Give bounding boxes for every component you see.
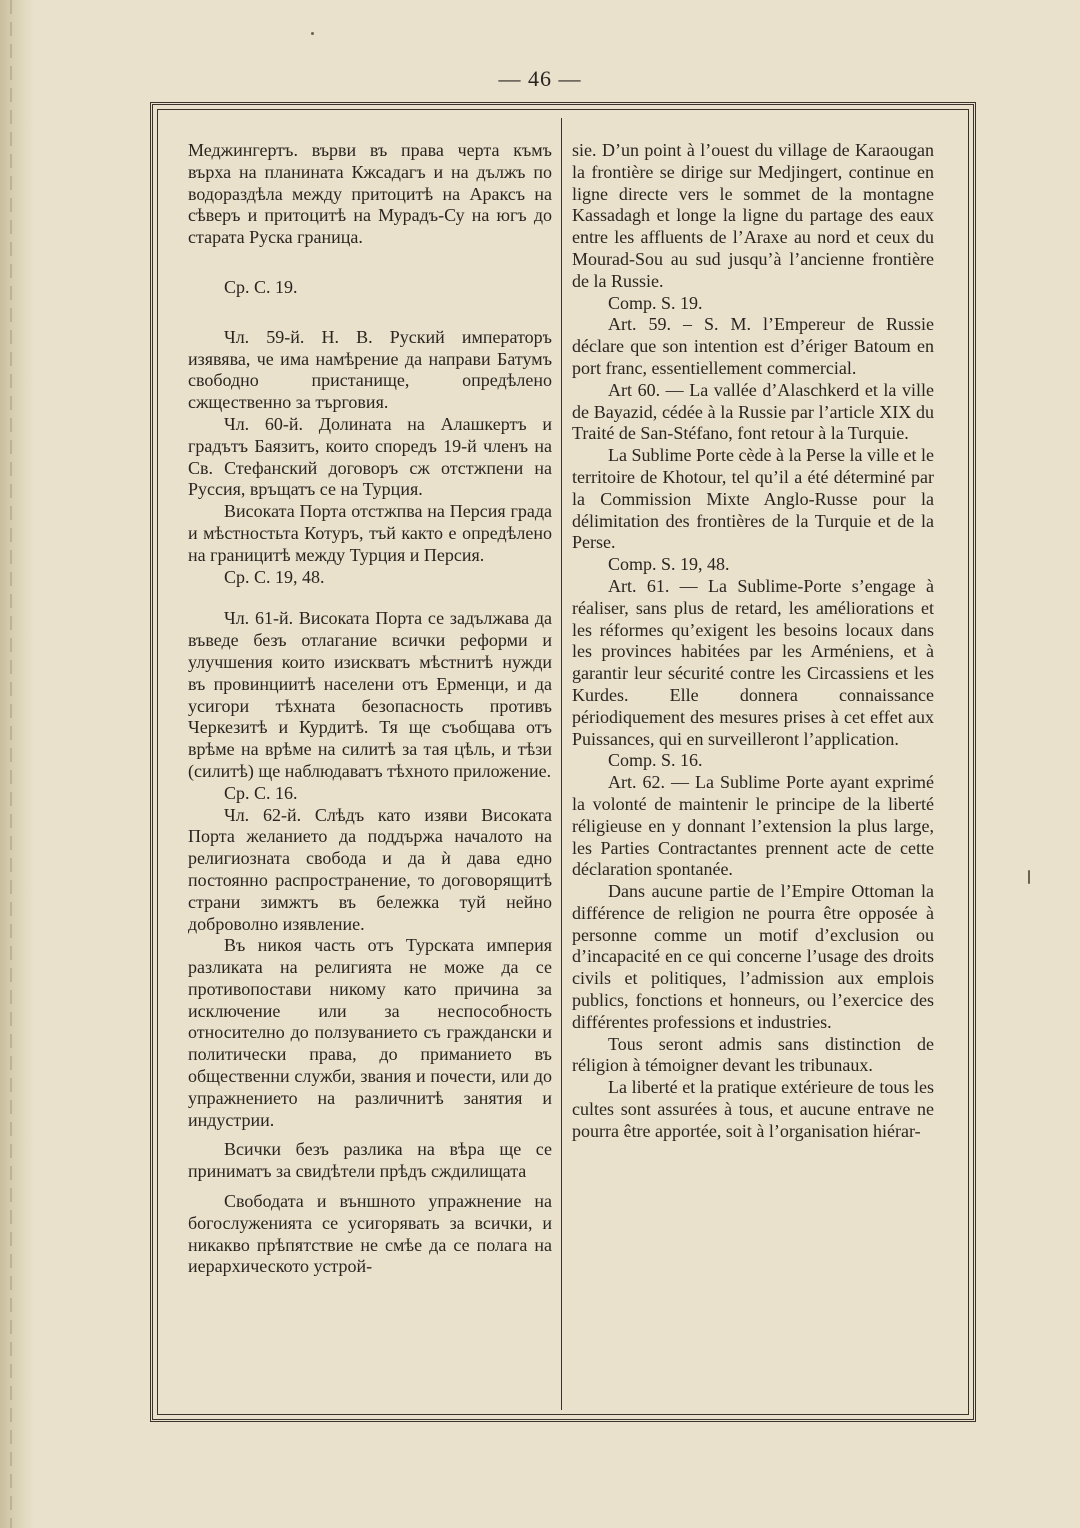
bg-article-60: Чл. 60-й. Долината на Алашкертъ и градътъ Баязитъ, които споредъ 19-й членъ на Св. Стефанский договоръ сж отстжпени на Руссия, връщатъ се на Турция. — [188, 413, 552, 500]
bg-reference-19-48: Ср. С. 19, 48. — [224, 566, 325, 587]
fr-article-62-religion: Dans aucune partie de l’Empire Ottoman la différence de religion ne pourra être opposée à personne comme un motif d’exclusion ou d’incapacité en ce qui concerne l’usage des droits civils et politiques, l’admission aux emplois publics, fonctions et honneurs, ou l’exercice des différentes professions et industries. — [572, 881, 934, 1032]
fr-article-59: Art. 59. – S. M. l’Empereur de Russie déclare que son intention est d’ériger Batoum en port franc, essentiellement commercial. — [572, 314, 934, 378]
bulgarian-column — [188, 140, 552, 1410]
bg-article-62-worship: Свободата и външното упражнение на богослуженията се усигорявать за всички, и никакво прѣпятствие не смѣе да се полага на иерархическото устрой- — [188, 1191, 552, 1277]
fr-article-62-witnesses: Tous seront admis sans distinction de réligion à témoigner devant les tribunaux. — [572, 1033, 934, 1076]
bg-article-61: Чл. 61-й. Високата Порта се задължава да въведе безъ отлагание всички реформи и улучшения които изискватъ мѣстнитѣ нужди въ провинциитѣ населени отъ Ерменци, и да усигори тѣхната безопасность противъ Черкезитѣ и Курдитѣ. Тя ще съобщава отъ врѣме на врѣме на силитѣ за тая цѣль, и тѣзи (силитѣ) ще наблюдаватъ тѣхното приложение. — [188, 608, 552, 781]
bg-article-59: Чл. 59-й. Н. В. Руский императоръ изявява, че има намѣрение да направи Батумъ свободно пристанище, опредѣлено сжщественно за търговия. — [188, 326, 552, 413]
fr-article-61: Art. 61. — La Sublime-Porte s’engage à réaliser, sans plus de retard, les améliorations et les réformes qu’exigent les besoins locaux dans les provinces habitées par les Arméniens, et à garantir leur sécurité contre les Circassiens et les Kurdes. Elle donnera connaissance périodiquement des mesures prises à cet effet aux Puissances, qui en surveilleront l’application. — [572, 575, 934, 749]
bg-article-60-persia: Високата Порта отстжпва на Персия града и мѣстностьта Котуръ, тъй както е опредѣлено на границитѣ между Турция и Персия. — [188, 501, 552, 565]
bg-article-62-religion: Въ никоя часть отъ Турската империя разликата на религията не може да се противопостави никому като причина за исключение или за неспособность относително до ползуванието съ граждански и политически права, до приманието въ общественни служби, звания и почести, или до упражнението на различнитѣ занятия и индустрии. — [188, 935, 552, 1130]
fr-reference-19: Comp. S. 19. — [608, 292, 703, 313]
fr-reference-19-48: Comp. S. 19, 48. — [608, 554, 730, 575]
bg-paragraph-boundary: Меджингертъ. върви въ права черта къмъ върха на планината Кжсадагъ и на дължъ по водораздѣла между притоцитѣ на Араксъ на сѣверъ и притоцитѣ на Мурадъ-Су на югъ до старата Руска граница. — [188, 140, 552, 248]
fr-paragraph-boundary: sie. D’un point à l’ouest du village de Karaougan la frontière se dirige sur Medjingert, continue en ligne directe vers le sommet de la montagne Kassadagh et longe la ligne du partage des eaux entre les affluents de l’Araxe au nord et ceux du Mourad-Sou au sud jusqu’à l’ancienne frontière de la Russie. — [572, 140, 934, 291]
fr-article-62: Art. 62. — La Sublime Porte ayant exprimé la volonté de maintenir le principe de la liberté réligieuse en y donnant l’extension la plus large, les Parties Contractantes prennent acte de cette déclaration spontanée. — [572, 772, 934, 880]
page-number: — 46 — — [498, 66, 582, 91]
fr-article-62-worship: La liberté et la pratique extérieure de tous les cultes sont assurées à tous, et aucune entrave ne pourra être apportée, soit à l’organisation hiérar- — [572, 1077, 934, 1141]
bg-reference-16: Ср. С. 16. — [224, 782, 298, 803]
fr-reference-16: Comp. S. 16. — [608, 750, 703, 771]
fr-article-60: Art 60. — La vallée d’Alaschkerd et la ville de Bayazid, cédée à la Russie par l’article XIX du Traité de San-Stéfano, font retour à la Turquie. — [572, 379, 934, 444]
ink-speck — [311, 32, 314, 35]
bg-reference-19: Ср. С. 19. — [224, 276, 298, 297]
bg-article-62-witnesses: Всички безъ разлика на вѣра ще се приниматъ за свидѣтели прѣдъ сждилищата — [188, 1139, 552, 1182]
bg-article-62: Чл. 62-й. Слѣдъ като изяви Високата Порта желанието да поддържа началото на религиозната свобода и да ѝ дава едно постоянно распространение, то договорящитѣ страни зимжтъ въ бележка туй нейно доброволно изявление. — [188, 804, 552, 934]
fr-article-60-persia: La Sublime Porte cède à la Perse la ville et le territoire de Khotour, tel qu’il a été déterminé par la Commission Mixte Anglo-Russe pour la délimitation des frontières de la Turquie et de la Perse. — [572, 445, 934, 553]
book-binding-edge — [0, 0, 34, 1528]
column-divider — [561, 118, 562, 1410]
ink-speck — [1028, 870, 1030, 884]
french-column — [572, 140, 934, 1410]
